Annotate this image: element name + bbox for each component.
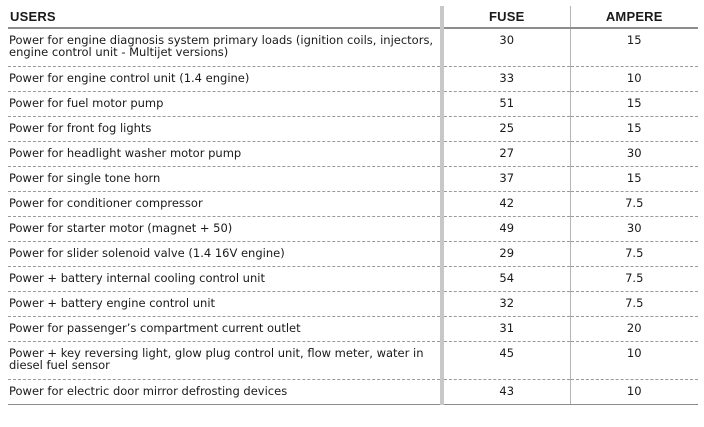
users-cell: Power + battery engine control unit [8,292,442,317]
users-cell: Power for single tone horn [8,167,442,192]
table-row [8,167,698,192]
table-body [8,28,698,405]
table-row [8,292,698,317]
header-row [8,6,698,28]
table-row [8,342,698,380]
ampere-cell: 30 [570,142,698,167]
fuse-cell: 32 [442,292,570,317]
fuse-cell: 45 [442,342,570,380]
users-cell: Power for fuel motor pump [8,92,442,117]
fuse-cell: 43 [442,380,570,405]
ampere-cell: 7.5 [570,242,698,267]
fuse-cell: 42 [442,192,570,217]
users-cell: Power for headlight washer motor pump [8,142,442,167]
users-cell: Power for conditioner compressor [8,192,442,217]
users-cell: Power for electric door mirror defrosting devices [8,380,442,405]
column-header-ampere: AMPERE [570,6,698,28]
table-header [8,6,698,28]
users-cell: Power for slider solenoid valve (1.4 16V engine) [8,242,442,267]
ampere-cell: 15 [570,28,698,67]
fuse-cell: 54 [442,267,570,292]
table-row [8,192,698,217]
users-cell: Power for starter motor (magnet + 50) [8,217,442,242]
users-cell [8,28,442,67]
ampere-cell: 15 [570,167,698,192]
ampere-cell: 10 [570,342,698,380]
users-cell: Power + battery internal cooling control unit [8,267,442,292]
table-row [8,217,698,242]
table-row [8,380,698,405]
table-row [8,117,698,142]
fuse-cell: 25 [442,117,570,142]
ampere-cell: 10 [570,67,698,92]
table-row [8,267,698,292]
ampere-cell: 15 [570,92,698,117]
ampere-cell: 7.5 [570,292,698,317]
fuse-cell: 27 [442,142,570,167]
users-text: Power for engine diagnosis system primary loads (ignition coils, injectors, engine control unit - Multijet versions) [9,33,434,59]
fuse-table [8,6,698,405]
table-row [8,92,698,117]
ampere-cell: 15 [570,117,698,142]
table-row [8,142,698,167]
users-cell: Power + key reversing light, glow plug control unit, flow meter, water in diesel fuel sensor [8,342,442,380]
fuse-cell: 51 [442,92,570,117]
table-row [8,28,698,67]
users-cell: Power for passenger’s compartment current outlet [8,317,442,342]
ampere-cell: 30 [570,217,698,242]
fuse-cell: 29 [442,242,570,267]
table-row [8,67,698,92]
ampere-cell: 10 [570,380,698,405]
ampere-cell: 7.5 [570,192,698,217]
column-header-users: USERS [8,6,442,28]
table-row [8,317,698,342]
ampere-cell: 7.5 [570,267,698,292]
ampere-cell: 20 [570,317,698,342]
fuse-cell: 37 [442,167,570,192]
fuse-cell: 31 [442,317,570,342]
fuse-cell: 30 [442,28,570,67]
fuse-cell: 49 [442,217,570,242]
table-row [8,242,698,267]
users-cell: Power for engine control unit (1.4 engine) [8,67,442,92]
fuse-cell: 33 [442,67,570,92]
users-cell: Power for front fog lights [8,117,442,142]
column-header-fuse: FUSE [442,6,570,28]
